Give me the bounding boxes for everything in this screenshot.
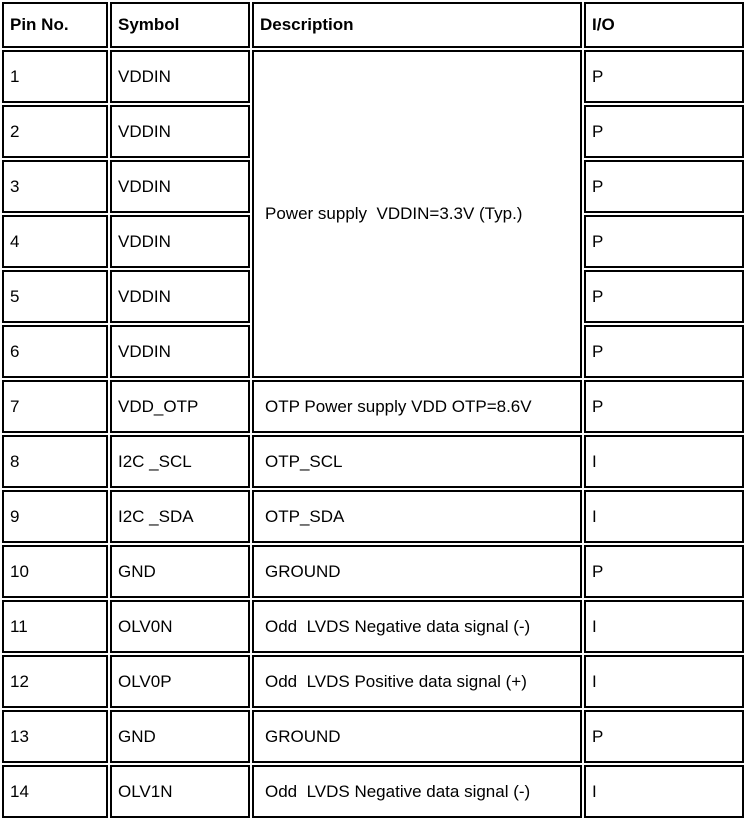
table-row <box>2 50 744 103</box>
table-body <box>2 50 744 818</box>
header-symbol: Symbol <box>110 2 250 48</box>
io-cell: I <box>584 600 744 653</box>
description-cell: OTP Power supply VDD OTP=8.6V <box>252 380 582 433</box>
symbol-cell: VDDIN <box>110 215 250 268</box>
table-row <box>2 765 744 818</box>
pin-cell: 12 <box>2 655 108 708</box>
io-cell: I <box>584 765 744 818</box>
header-description: Description <box>252 2 582 48</box>
symbol-cell: I2C _SDA <box>110 490 250 543</box>
io-cell: I <box>584 435 744 488</box>
symbol-cell: OLV1N <box>110 765 250 818</box>
symbol-cell: VDDIN <box>110 325 250 378</box>
pin-cell: 4 <box>2 215 108 268</box>
header-row <box>2 2 744 48</box>
header-pin-no: Pin No. <box>2 2 108 48</box>
description-cell: OTP_SDA <box>252 490 582 543</box>
io-cell: P <box>584 380 744 433</box>
io-cell: I <box>584 490 744 543</box>
io-cell: P <box>584 325 744 378</box>
description-cell: Odd LVDS Negative data signal (-) <box>252 765 582 818</box>
description-cell: Odd LVDS Negative data signal (-) <box>252 600 582 653</box>
io-cell: P <box>584 160 744 213</box>
description-cell: OTP_SCL <box>252 435 582 488</box>
table-row <box>2 435 744 488</box>
pin-cell: 10 <box>2 545 108 598</box>
io-cell: P <box>584 50 744 103</box>
description-cell: GROUND <box>252 710 582 763</box>
io-cell: I <box>584 655 744 708</box>
table-row <box>2 545 744 598</box>
pin-cell: 2 <box>2 105 108 158</box>
io-cell: P <box>584 270 744 323</box>
pin-cell: 8 <box>2 435 108 488</box>
table-row <box>2 600 744 653</box>
pin-cell: 9 <box>2 490 108 543</box>
io-cell: P <box>584 215 744 268</box>
header-io: I/O <box>584 2 744 48</box>
io-cell: P <box>584 710 744 763</box>
table-row <box>2 655 744 708</box>
symbol-cell: OLV0P <box>110 655 250 708</box>
symbol-cell: VDDIN <box>110 160 250 213</box>
symbol-cell: GND <box>110 710 250 763</box>
table-row <box>2 490 744 543</box>
symbol-cell: I2C _SCL <box>110 435 250 488</box>
pin-cell: 5 <box>2 270 108 323</box>
io-cell: P <box>584 105 744 158</box>
pin-cell: 6 <box>2 325 108 378</box>
description-cell: Power supply VDDIN=3.3V (Typ.) <box>252 50 582 378</box>
pin-cell: 7 <box>2 380 108 433</box>
pin-cell: 11 <box>2 600 108 653</box>
symbol-cell: VDDIN <box>110 105 250 158</box>
io-cell: P <box>584 545 744 598</box>
table-row <box>2 380 744 433</box>
pin-cell: 13 <box>2 710 108 763</box>
symbol-cell: VDD_OTP <box>110 380 250 433</box>
symbol-cell: GND <box>110 545 250 598</box>
table-row <box>2 710 744 763</box>
symbol-cell: VDDIN <box>110 270 250 323</box>
pin-cell: 1 <box>2 50 108 103</box>
description-cell: GROUND <box>252 545 582 598</box>
symbol-cell: VDDIN <box>110 50 250 103</box>
symbol-cell: OLV0N <box>110 600 250 653</box>
pin-cell: 3 <box>2 160 108 213</box>
description-cell: Odd LVDS Positive data signal (+) <box>252 655 582 708</box>
pin-cell: 14 <box>2 765 108 818</box>
